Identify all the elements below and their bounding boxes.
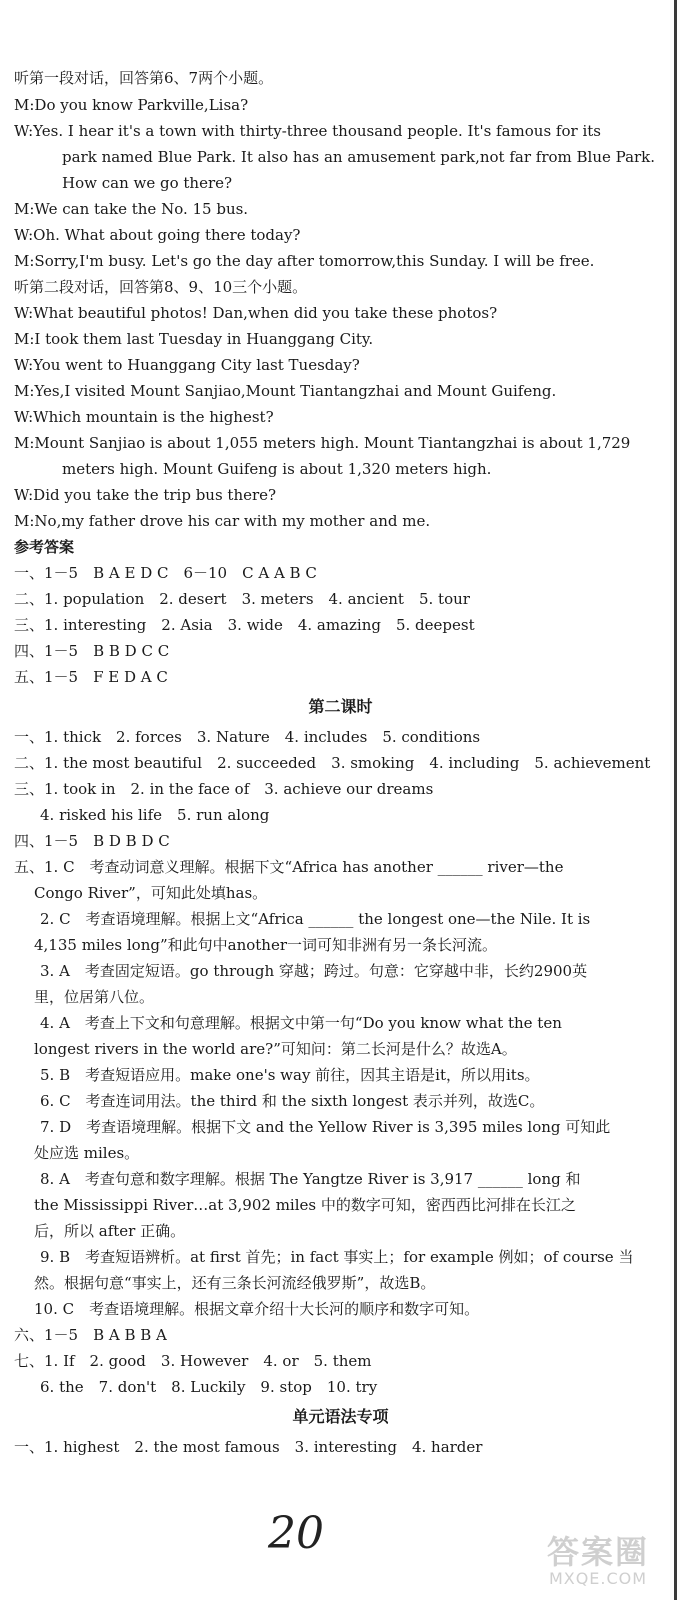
dialogue-line: M:I took them last Tuesday in Huanggang City.: [14, 330, 374, 348]
answer-line: 二、1. the most beautiful 2. succeeded 3. smoking 4. including 5. achievement: [14, 754, 651, 772]
explanation-line: 7. D 考查语境理解。根据下文 and the Yellow River is 3,395 miles long 可知此: [40, 1118, 611, 1136]
answer-line: 六、1－5 B A B B A: [14, 1326, 167, 1344]
dialogue-line-cont: meters high. Mount Guifeng is about 1,320 meters high.: [62, 460, 492, 478]
dialogue-line: W:You went to Huanggang City last Tuesday?: [14, 356, 360, 374]
explanation-line: 五、1. C 考查动词意义理解。根据下文“Africa has another ______ river—the: [14, 858, 564, 876]
dialogue-line: M:We can take the No. 15 bus.: [14, 200, 249, 218]
answer-line: 一、1. thick 2. forces 3. Nature 4. includes 5. conditions: [14, 728, 481, 746]
answer-line: 七、1. If 2. good 3. However 4. or 5. them: [14, 1352, 372, 1370]
dialogue-line: M:Do you know Parkville,Lisa?: [14, 96, 249, 114]
handwritten-page-number: 20: [268, 1508, 324, 1559]
lesson-heading-2: 第二课时: [308, 697, 373, 716]
dialogue-line: M:Yes,I visited Mount Sanjiao,Mount Tiantangzhai and Mount Guifeng.: [14, 382, 557, 400]
answer-line: 四、1－5 B B D C C: [14, 642, 170, 660]
explanation-line: 5. B 考查短语应用。make one's way 前往，因其主语是it，所以用its。: [40, 1066, 540, 1084]
dialogue-line: W:Yes. I hear it's a town with thirty-three thousand people. It's famous for its: [14, 122, 601, 140]
explanation-line: 2. C 考查语境理解。根据上文“Africa ______ the longest one—the Nile. It is: [40, 910, 591, 928]
dialogue-line: W:Which mountain is the highest?: [14, 408, 274, 426]
dialogue-line: W:What beautiful photos! Dan,when did you take these photos?: [14, 304, 498, 322]
explanation-line-cont: 后，所以 after 正确。: [34, 1222, 186, 1240]
watermark-logo: [523, 1534, 673, 1592]
watermark-bottom: MXQE.COM: [548, 1569, 648, 1588]
grammar-heading: 单元语法专项: [292, 1407, 389, 1426]
explanation-line: 10. C 考查语境理解。根据文章介绍十大长河的顺序和数字可知。: [34, 1300, 480, 1318]
answer-line: 二、1. population 2. desert 3. meters 4. ancient 5. tour: [14, 590, 470, 608]
explanation-line: 3. A 考查固定短语。go through 穿越；跨过。句意：它穿越中非，长约2900英: [40, 962, 588, 980]
answer-line: 五、1－5 F E D A C: [14, 668, 168, 686]
explanation-line-cont: the Mississippi River…at 3,902 miles 中的数字可知，密西西比河排在长江之: [34, 1196, 576, 1214]
answer-line: 三、1. took in 2. in the face of 3. achieve our dreams: [14, 780, 434, 798]
scan-edge-shadow: [674, 0, 677, 1600]
answer-line: 四、1－5 B D B D C: [14, 832, 170, 850]
explanation-line-cont: 4,135 miles long”和此句中another一词可知非洲有另一条长河流。: [34, 936, 498, 954]
answer-line: 一、1－5 B A E D C 6－10 C A A B C: [14, 564, 317, 582]
explanation-line-cont: 里，位居第八位。: [34, 988, 155, 1006]
dialogue-line: W:Did you take the trip bus there?: [14, 486, 277, 504]
dialogue-line: M:Sorry,I'm busy. Let's go the day after tomorrow,this Sunday. I will be free.: [14, 252, 595, 270]
explanation-line-cont: longest rivers in the world are?”可知问：第二长河是什么？故选A。: [34, 1040, 517, 1058]
section-instruction-1: 听第一段对话，回答第6、7两个小题。: [14, 69, 274, 87]
answer-line-cont: 6. the 7. don't 8. Luckily 9. stop 10. try: [40, 1378, 378, 1396]
answer-line-cont: 4. risked his life 5. run along: [40, 806, 270, 824]
explanation-line: 9. B 考查短语辨析。at first 首先；in fact 事实上；for example 例如；of course 当: [40, 1248, 634, 1266]
answer-line: 一、1. highest 2. the most famous 3. interesting 4. harder: [14, 1438, 483, 1456]
answer-line: 三、1. interesting 2. Asia 3. wide 4. amazing 5. deepest: [14, 616, 475, 634]
explanation-line: 8. A 考查句意和数字理解。根据 The Yangtze River is 3,917 ______ long 和: [40, 1170, 581, 1188]
explanation-line-cont: Congo River”，可知此处填has。: [34, 884, 268, 902]
dialogue-line: W:Oh. What about going there today?: [14, 226, 301, 244]
dialogue-line: M:No,my father drove his car with my mother and me.: [14, 512, 431, 530]
answers-heading: 参考答案: [14, 538, 75, 556]
explanation-line: 4. A 考查上下文和句意理解。根据文中第一句“Do you know what the ten: [40, 1014, 562, 1032]
section-instruction-2: 听第二段对话，回答第8、9、10三个小题。: [14, 278, 308, 296]
dialogue-line-cont: park named Blue Park. It also has an amusement park,not far from Blue Park.: [62, 148, 656, 166]
explanation-line: 6. C 考查连词用法。the third 和 the sixth longest 表示并列，故选C。: [40, 1092, 545, 1110]
dialogue-line: M:Mount Sanjiao is about 1,055 meters high. Mount Tiantangzhai is about 1,729: [14, 434, 631, 452]
dialogue-line-cont: How can we go there?: [62, 174, 233, 192]
watermark-top: 答案圈: [546, 1533, 649, 1571]
explanation-line-cont: 然。根据句意“事实上，还有三条长河流经俄罗斯”，故选B。: [34, 1274, 436, 1292]
explanation-line-cont: 处应选 miles。: [34, 1144, 140, 1162]
